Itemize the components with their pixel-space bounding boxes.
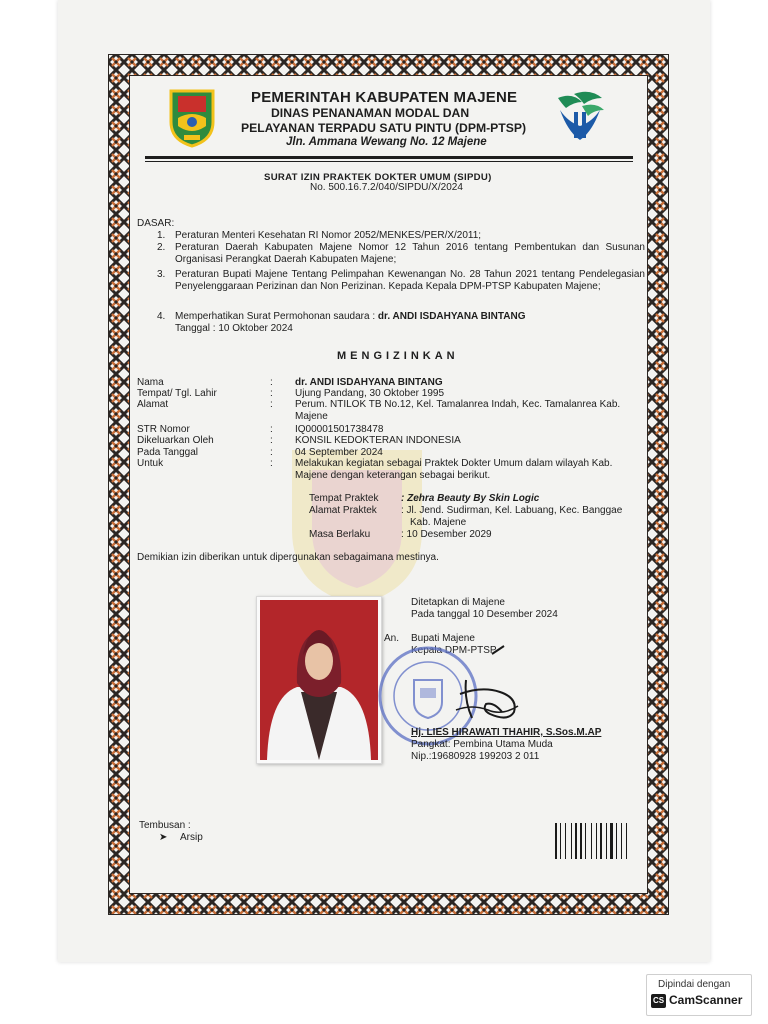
barcode-bar (560, 823, 561, 859)
field-label: Alamat (137, 399, 169, 410)
camscanner-caption: Dipindai dengan (658, 979, 731, 990)
field-colon: : (270, 424, 273, 435)
header-divider-thin (145, 161, 633, 162)
signature-kepala: Kepala DPM-PTSP (411, 645, 497, 656)
barcode-bar (626, 823, 627, 859)
dasar-item-text: Peraturan Daerah Kabupaten Majene Nomor 12 Tahun 2016 tentang Pembentukan dan Susunan Organisasi Perangkat Daerah Kabupaten Majene; (175, 242, 645, 265)
barcode-bar (591, 823, 592, 859)
header-divider (145, 156, 633, 159)
field-colon: : (270, 435, 273, 446)
dasar-item-number: 3. (157, 269, 166, 280)
field-value: Perum. NTILOK TB No.12, Kel. Tamalanrea Indah, Kec. Tamalanrea Kab. Majene (295, 399, 621, 422)
header-address: Jln. Ammana Wewang No. 12 Majene (286, 136, 487, 148)
dasar-item-prefix: Memperhatikan Surat Permohonan saudara : (175, 311, 378, 322)
closing-statement: Demikian izin diberikan untuk dipergunakan sebagaimana mestinya. (137, 552, 439, 563)
application-date: Tanggal : 10 Oktober 2024 (175, 323, 293, 334)
dasar-item-text (175, 311, 526, 323)
barcode-bar (621, 823, 622, 859)
header-department-line2: PELAYANAN TERPADU SATU PINTU (DPM-PTSP) (241, 121, 527, 135)
barcode-bar (555, 823, 557, 859)
barcode-bar (600, 823, 602, 859)
field-value: dr. ANDI ISDAHYANA BINTANG (295, 377, 443, 388)
field-value: KONSIL KEDOKTERAN INDONESIA (295, 435, 461, 446)
dasar-item-number: 2. (157, 242, 166, 253)
dasar-item-text: Peraturan Bupati Majene Tentang Pelimpahan Kewenangan No. 28 Tahun 2021 tentang Pendelegasian Penyelenggaraan Perizinan dan Non Perizinan. Kepada Kepala DPM-PTSP Kabupaten Majene; (175, 269, 645, 292)
field-colon: : (270, 458, 273, 469)
majene-crest-logo (168, 88, 216, 148)
tembusan-bullet-icon: ➤ (159, 832, 168, 843)
camscanner-brand: CamScanner (669, 993, 743, 1007)
tembusan-label: Tembusan : (139, 820, 191, 831)
praktek-alamat-value: : Jl. Jend. Sudirman, Kel. Labuang, Kec. Banggae (401, 505, 623, 516)
barcode (554, 823, 631, 859)
barcode-bar (575, 823, 577, 859)
field-label: STR Nomor (137, 424, 190, 435)
camscanner-badge (646, 974, 752, 1016)
signature-bupati: Bupati Majene (411, 633, 475, 644)
field-label: Nama (137, 377, 164, 388)
barcode-bar (565, 823, 566, 859)
mengizinkan-heading: MENGIZINKAN (337, 350, 459, 362)
praktek-masa-label: Masa Berlaku (309, 529, 371, 540)
field-label: Untuk (137, 458, 164, 469)
official-name: Hj. LIES HIRAWATI THAHIR, S.Sos.M.AP (411, 727, 602, 738)
dpm-ptsp-logo (552, 88, 608, 144)
praktek-tempat-label: Tempat Praktek (309, 493, 379, 504)
field-colon: : (270, 447, 273, 458)
barcode-bar (606, 823, 607, 859)
dasar-item-text: Peraturan Menteri Kesehatan RI Nomor 2052/MENKES/PER/X/2011; (175, 230, 482, 241)
barcode-bar (596, 823, 597, 859)
field-value: Ujung Pandang, 30 Oktober 1995 (295, 388, 444, 399)
barcode-bar (571, 823, 572, 859)
barcode-bar (585, 823, 586, 859)
signature-date: Pada tanggal 10 Desember 2024 (411, 609, 558, 620)
praktek-masa-value: : 10 Desember 2029 (401, 529, 492, 540)
field-value: 04 September 2024 (295, 447, 383, 458)
header-department-line1: DINAS PENANAMAN MODAL DAN (271, 106, 470, 120)
applicant-photo (256, 596, 382, 764)
dasar-label: DASAR: (137, 218, 175, 229)
field-value: IQ00001501738478 (295, 424, 384, 435)
praktek-tempat-value: : Zehra Beauty By Skin Logic (401, 493, 540, 504)
praktek-alamat-value-line2: Kab. Majene (410, 517, 467, 528)
barcode-bar (610, 823, 613, 859)
field-colon: : (270, 377, 273, 388)
field-colon: : (270, 388, 273, 399)
document-number: No. 500.16.7.2/040/SIPDU/X/2024 (310, 182, 463, 193)
barcode-bar (580, 823, 582, 859)
dasar-item-number: 1. (157, 230, 166, 241)
tembusan-item: Arsip (180, 832, 203, 843)
applicant-photo-image (257, 597, 381, 763)
field-colon: : (270, 399, 273, 410)
barcode-bar (616, 823, 617, 859)
official-rank: Pangkat: Pembina Utama Muda (411, 739, 553, 750)
signature-an: An. (384, 633, 400, 644)
camscanner-logo-icon: CS (651, 994, 666, 1008)
signature-place: Ditetapkan di Majene (411, 597, 505, 608)
document-title: SURAT IZIN PRAKTEK DOKTER UMUM (SIPDU) (264, 172, 492, 183)
praktek-alamat-label: Alamat Praktek (309, 505, 377, 516)
field-label: Pada Tanggal (137, 447, 198, 458)
field-label: Tempat/ Tgl. Lahir (137, 388, 217, 399)
applicant-name: dr. ANDI ISDAHYANA BINTANG (377, 311, 526, 322)
field-value: Melakukan kegiatan sebagai Praktek Dokter Umum dalam wilayah Kab. Majene dengan keterangan sebagai berikut. (295, 458, 613, 481)
header-government-name: PEMERINTAH KABUPATEN MAJENE (251, 89, 518, 106)
dasar-item-number: 4. (157, 311, 166, 322)
handwritten-signature (442, 640, 532, 730)
field-label: Dikeluarkan Oleh (137, 435, 214, 446)
official-nip: Nip.:19680928 199203 2 011 (411, 751, 540, 762)
